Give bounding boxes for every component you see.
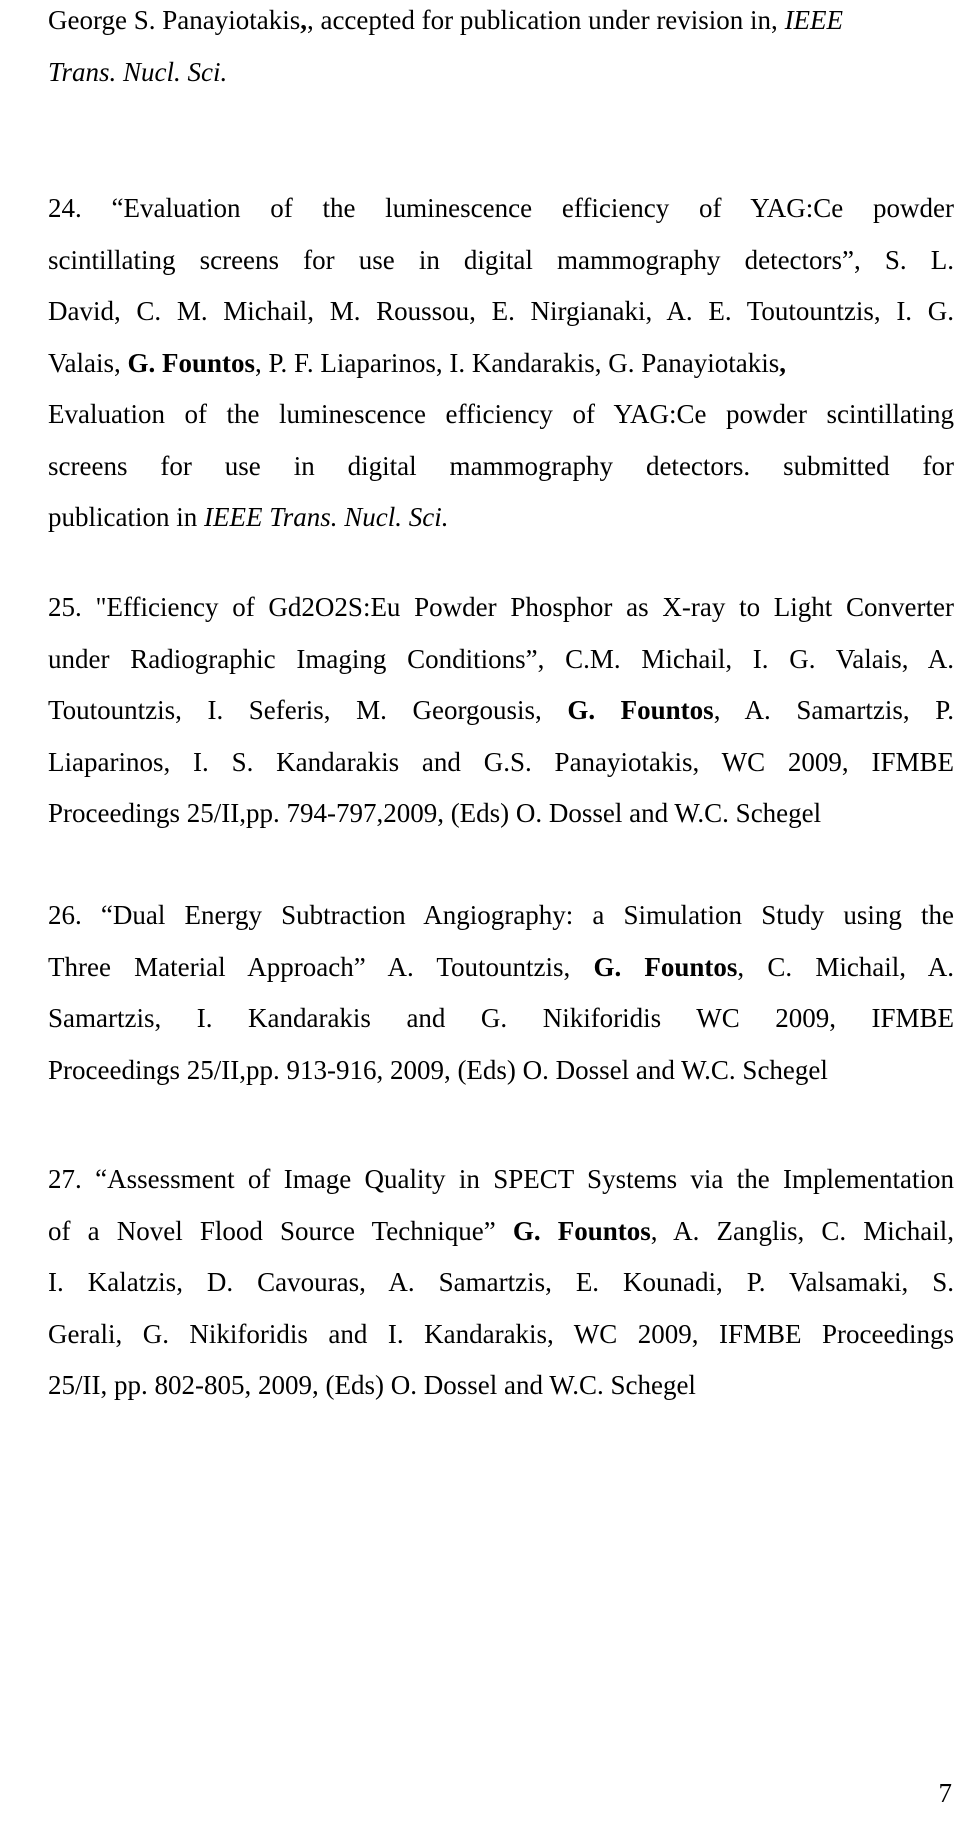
page-number: 7 — [938, 1778, 952, 1808]
reference-line — [48, 183, 954, 235]
reference-entry-continued — [48, 0, 954, 98]
journal-name: IEEE — [784, 5, 844, 35]
author-text: , C. Michail, A. — [737, 951, 954, 982]
reference-text: of a Novel Flood Source Technique” — [48, 1215, 513, 1246]
journal-name: IEEE Trans. Nucl. Sci. — [203, 502, 449, 532]
reference-line: Samartzis, I. Kandarakis and G. Nikiforidis WC 2009, IFMBE — [48, 1003, 954, 1033]
reference-line: Gerali, G. Nikiforidis and I. Kandarakis, WC 2009, IFMBE Proceedings — [48, 1318, 954, 1349]
reference-line — [48, 492, 954, 544]
highlighted-author: G. Fountos — [127, 347, 256, 378]
reference-line: Proceedings 25/II,pp. 913-916, 2009, (Eds) O. Dossel and W.C. Schegel — [48, 1054, 828, 1085]
reference-line: David, C. M. Michail, M. Roussou, E. Nirgianaki, A. E. Toutountzis, I. G. — [48, 296, 954, 326]
reference-entry-26 — [48, 890, 954, 1096]
author-text: Valais, — [48, 347, 128, 378]
reference-number: 24. — [48, 193, 82, 223]
reference-line: 25/II, pp. 802-805, 2009, (Eds) O. Dossel and W.C. Schegel — [48, 1370, 696, 1400]
reference-line — [48, 582, 954, 634]
reference-title: “Dual Energy Subtraction Angiography: a Simulation Study using the — [100, 900, 954, 930]
reference-title: “Evaluation of the luminescence efficiency of YAG:Ce powder — [111, 193, 954, 223]
journal-name: Trans. Nucl. Sci. — [48, 56, 228, 87]
highlighted-author: G. Fountos — [512, 1215, 651, 1246]
reference-line: under Radiographic Imaging Conditions”, C.M. Michail, I. G. Valais, A. — [48, 643, 954, 674]
author-text: , P. F. Liaparinos, I. Kandarakis, G. Panayiotakis — [255, 347, 780, 378]
highlighted-author: G. Fountos — [567, 695, 714, 725]
reference-title: “Assessment of Image Quality in SPECT Systems via the Implementation — [95, 1164, 954, 1194]
reference-line: Evaluation of the luminescence efficiency of YAG:Ce powder scintillating — [48, 399, 954, 429]
author-text: , A. Samartzis, P. — [713, 695, 954, 725]
reference-title: "Efficiency of Gd2O2S:Eu Powder Phosphor as X-ray to Light Converter — [95, 592, 954, 622]
reference-line: screens for use in digital mammography detectors. submitted for — [48, 450, 954, 481]
reference-line — [48, 685, 954, 737]
reference-entry-25 — [48, 582, 954, 840]
reference-entry-24 — [48, 183, 954, 544]
reference-line — [48, 942, 954, 994]
reference-number: 26. — [48, 900, 82, 930]
highlighted-author: G. Fountos — [593, 951, 738, 982]
author-text: George S. Panayiotakis — [48, 5, 301, 35]
reference-line: scintillating screens for use in digital mammography detectors”, S. L. — [48, 244, 954, 275]
reference-line — [48, 1154, 954, 1206]
reference-entry-27 — [48, 1154, 954, 1412]
reference-number: 25. — [48, 592, 82, 622]
author-text: , A. Zanglis, C. Michail, — [650, 1215, 954, 1246]
reference-line — [48, 338, 954, 390]
reference-line: I. Kalatzis, D. Cavouras, A. Samartzis, E. Kounadi, P. Valsamaki, S. — [48, 1267, 954, 1297]
author-text: Toutountzis, I. Seferis, M. Georgousis, — [48, 695, 568, 725]
reference-line — [48, 1206, 954, 1258]
reference-text: , accepted for publication under revision in, — [306, 5, 785, 35]
reference-number: 27. — [48, 1164, 82, 1194]
reference-line — [48, 0, 954, 47]
reference-line: Proceedings 25/II,pp. 794-797,2009, (Eds) O. Dossel and W.C. Schegel — [48, 798, 822, 828]
reference-text: Three Material Approach” A. Toutountzis, — [48, 951, 594, 982]
author-separator: , — [779, 347, 787, 378]
reference-text: publication in — [48, 502, 204, 532]
reference-line: Liaparinos, I. S. Kandarakis and G.S. Panayiotakis, WC 2009, IFMBE — [48, 746, 954, 777]
reference-line — [48, 890, 954, 942]
author-separator: , — [300, 5, 307, 35]
